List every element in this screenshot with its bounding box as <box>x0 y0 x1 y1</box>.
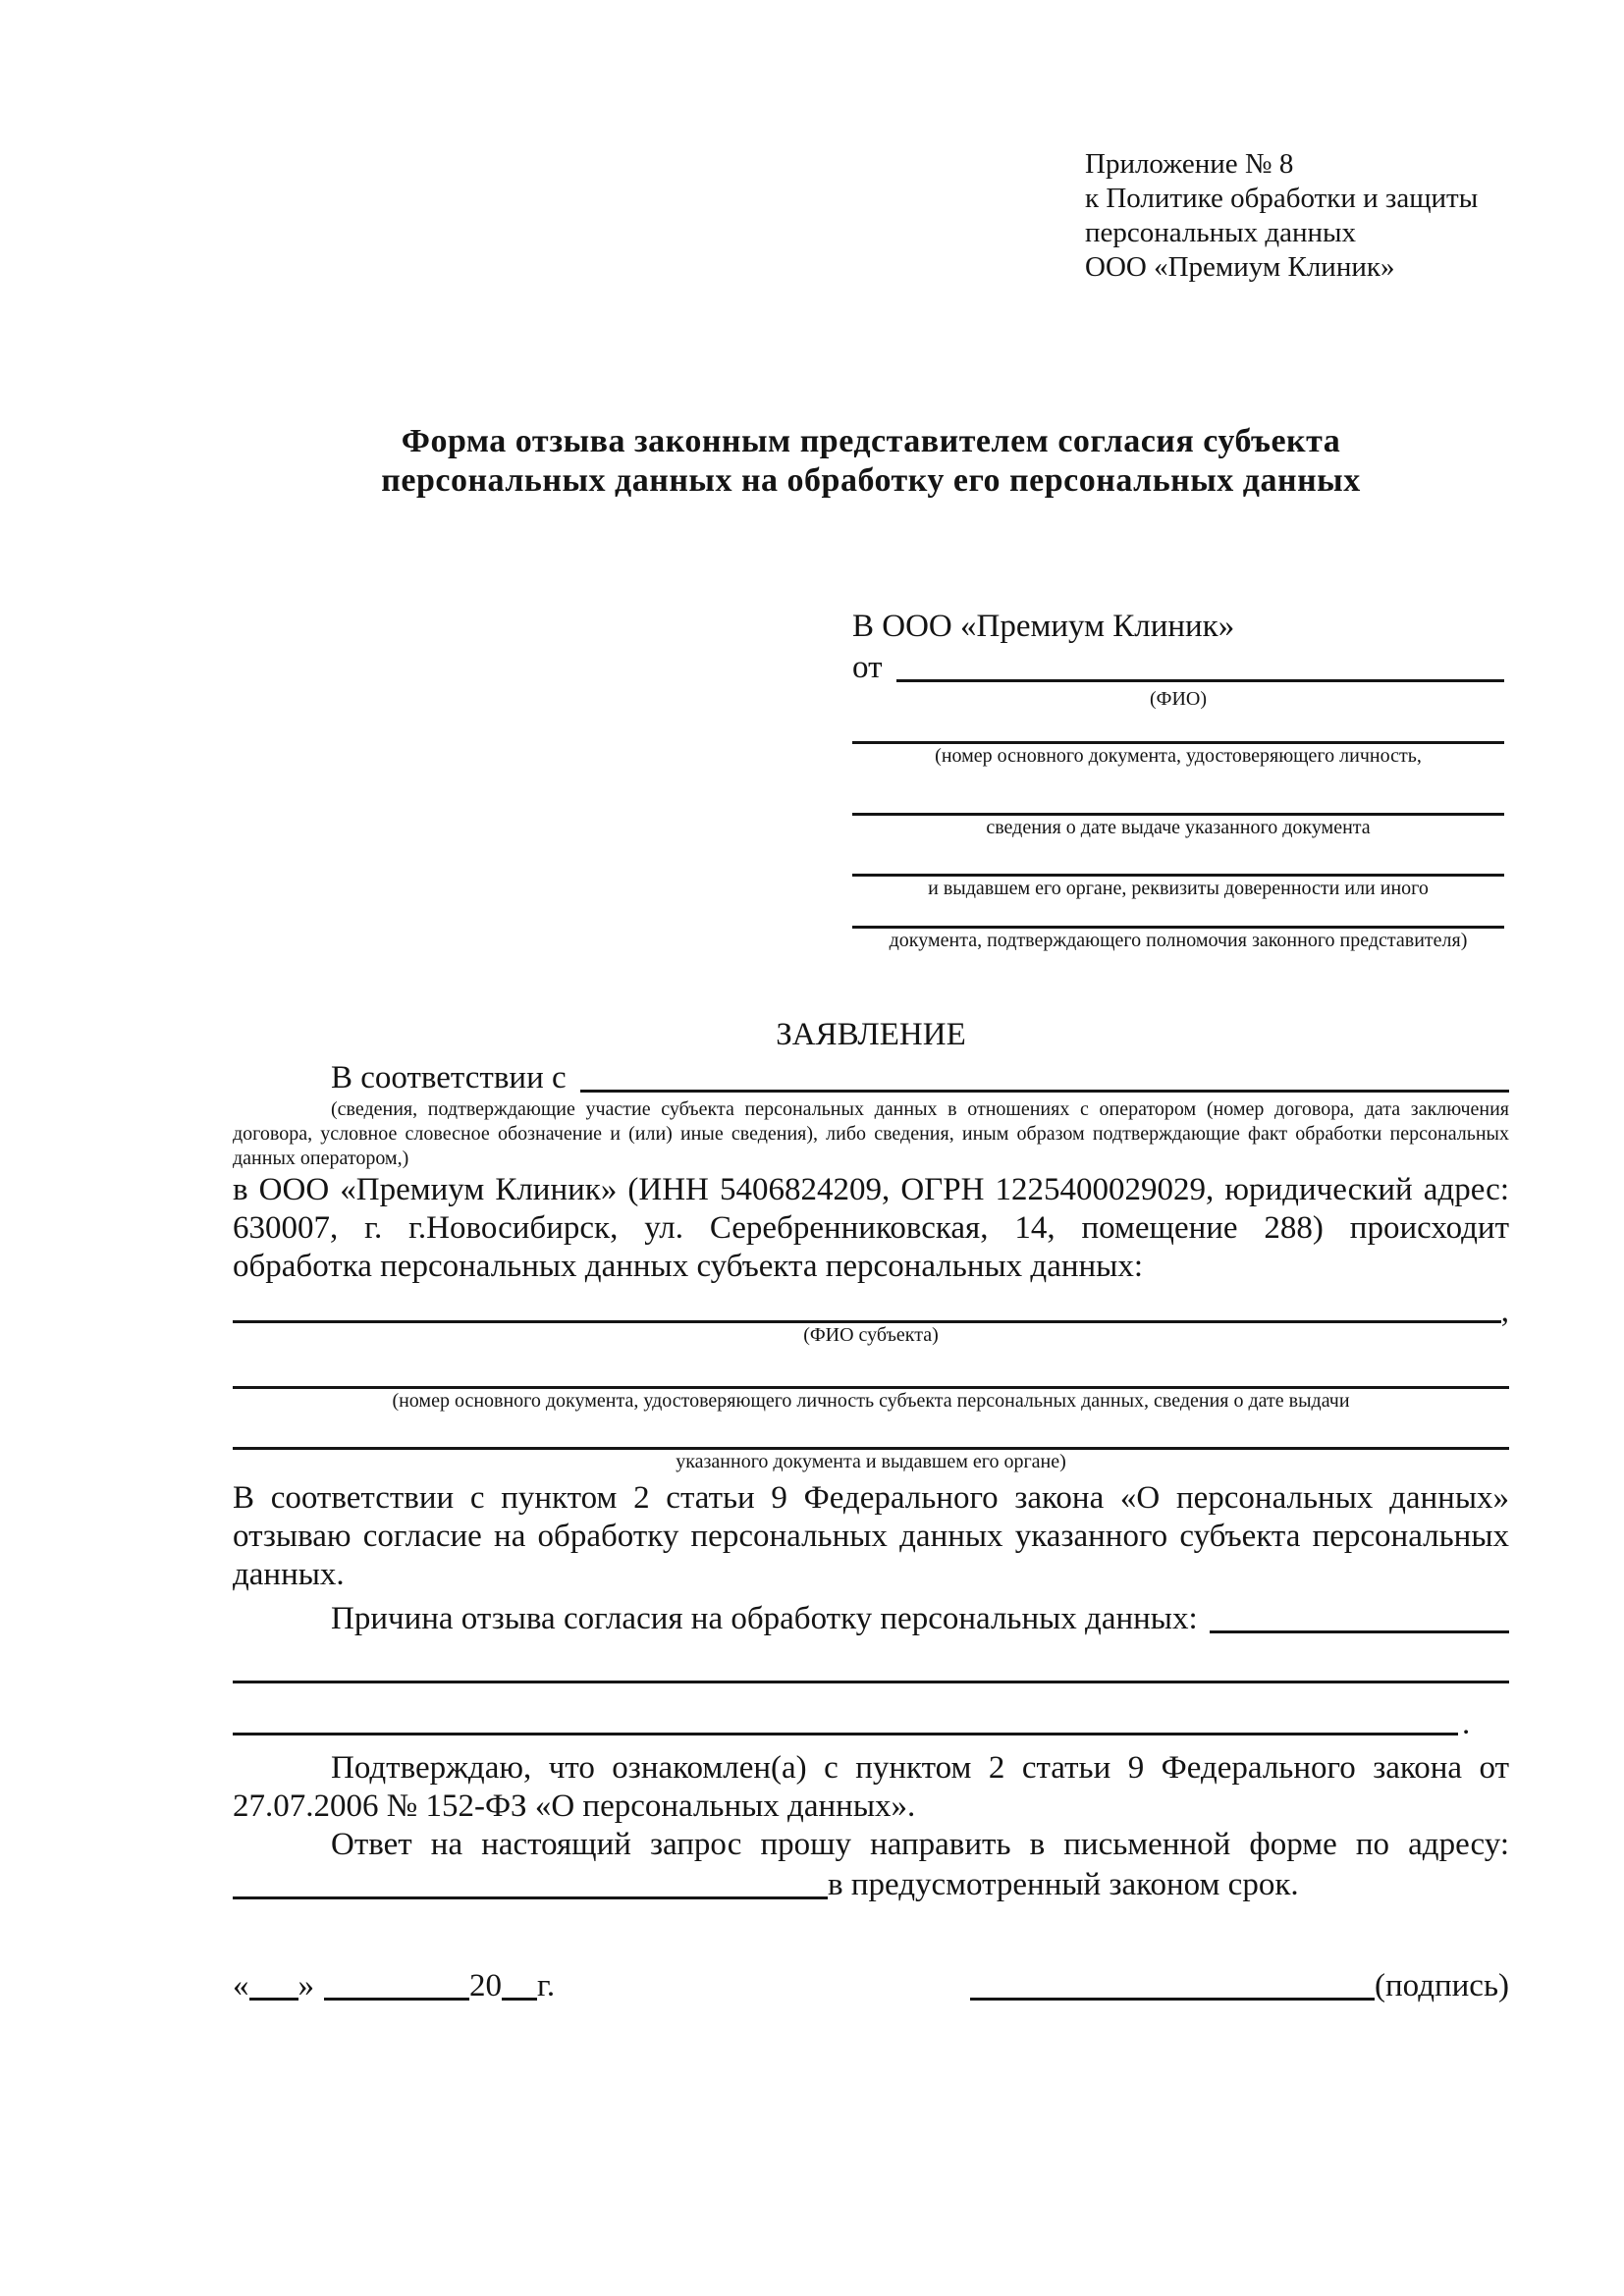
form-title-line: персональных данных на обработку его персональных данных <box>381 462 1361 499</box>
date-quote-close: » <box>298 1968 314 2003</box>
year-blank-line <box>502 1998 537 2001</box>
blank-line-segment <box>233 1733 1458 1735</box>
footer-row <box>233 1967 1509 2005</box>
law-paragraph: В соответствии с пунктом 2 статьи 9 Федерального закона «О персональных данных» отзываю согласие на обработку персональных данных указанного субъекта персональных данных. <box>233 1480 1509 1592</box>
basis-row <box>233 1056 1509 1097</box>
operator-paragraph: в ООО «Премиум Клиник» (ИНН 5406824209, ОГРН 1225400029029, юридический адрес: 630007, г. г.Новосибирск, ул. Серебренниковская, 14, помещение 288) происходит обработка персональных данных субъекта персональных данных: <box>233 1172 1509 1284</box>
representative-fio-blank-line <box>896 679 1505 682</box>
fio-caption: (ФИО) <box>1149 688 1207 710</box>
subject-fio-comma: , <box>1500 1294 1509 1329</box>
basis-blank-line <box>580 1090 1509 1093</box>
reply-suffix: в предусмотренный законом срок. <box>828 1867 1299 1902</box>
issuing-authority-caption: и выдавшем его органе, реквизиты доверенности или иного <box>928 878 1429 899</box>
signature-blank-line <box>970 1998 1375 2001</box>
appendix-header-line: Приложение № 8 <box>1085 148 1294 180</box>
day-blank-line <box>249 1998 298 2001</box>
basis-prefix: В соответствии с <box>331 1060 567 1095</box>
statement-heading: ЗАЯВЛЕНИЕ <box>776 1017 966 1052</box>
addressee-organization: В ООО «Премиум Клиник» <box>852 609 1235 644</box>
from-label: от <box>852 650 883 685</box>
form-title-line: Форма отзыва законным представителем согласия субъекта <box>401 423 1341 459</box>
reason-row <box>233 1598 1509 1638</box>
appendix-header-line: персональных данных <box>1085 217 1357 248</box>
basis-caption: (сведения, подтверждающие участие субъекта персональных данных в отношениях с оператором (номер договора, дата заключения договора, условное словесное обозначение и (или) иные сведения), либо сведения, иным образом подтверждающие факт обработки персональных данных оператором,) <box>233 1098 1509 1169</box>
reply-address-row <box>233 1864 1509 1904</box>
reply-paragraph: Ответ на настоящий запрос прошу направить в письменной форме по адресу: <box>331 1827 1509 1862</box>
appendix-header <box>1085 147 1509 285</box>
signature-field <box>970 1967 1509 2005</box>
reason-extra-blank-line-2 <box>233 1706 1509 1741</box>
date-field <box>233 1967 555 2005</box>
month-blank-line <box>324 1998 469 2001</box>
signature-caption: (подпись) <box>1375 1968 1509 2003</box>
confirm-paragraph: Подтверждаю, что ознакомлен(а) с пунктом 2 статьи 9 Федерального закона от 27.07.2006 № 152-ФЗ «О персональных данных». <box>233 1750 1509 1824</box>
address-blank-line <box>233 1896 828 1899</box>
reason-extra-blank-line-1 <box>233 1681 1509 1683</box>
authority-doc-caption: документа, подтверждающего полномочия законного представителя) <box>889 930 1468 951</box>
from-row <box>852 646 1504 687</box>
subject-fio-row <box>233 1294 1509 1329</box>
subject-doc-caption-1: (номер основного документа, удостоверяющего личность субъекта персональных данных, сведения о дате выдачи <box>392 1390 1350 1412</box>
date-quote-open: « <box>233 1968 249 2003</box>
id-doc-caption: (номер основного документа, удостоверяющего личность, <box>935 745 1422 767</box>
addressee-block <box>852 607 1504 953</box>
year-prefix: 20 <box>469 1968 502 2003</box>
appendix-header-line: к Политике обработки и защиты <box>1085 183 1479 214</box>
form-title <box>233 422 1509 501</box>
issue-date-caption: сведения о дате выдаче указанного документа <box>986 817 1371 838</box>
subject-doc-caption-2: указанного документа и выдавшем его органе) <box>676 1451 1066 1472</box>
reason-label: Причина отзыва согласия на обработку персональных данных: <box>331 1601 1198 1636</box>
appendix-header-line: ООО «Премиум Клиник» <box>1085 251 1395 283</box>
reason-blank-line <box>1210 1630 1509 1633</box>
year-suffix: г. <box>537 1968 556 2003</box>
blank-line-period: . <box>1462 1706 1471 1741</box>
subject-fio-caption: (ФИО субъекта) <box>803 1324 939 1346</box>
